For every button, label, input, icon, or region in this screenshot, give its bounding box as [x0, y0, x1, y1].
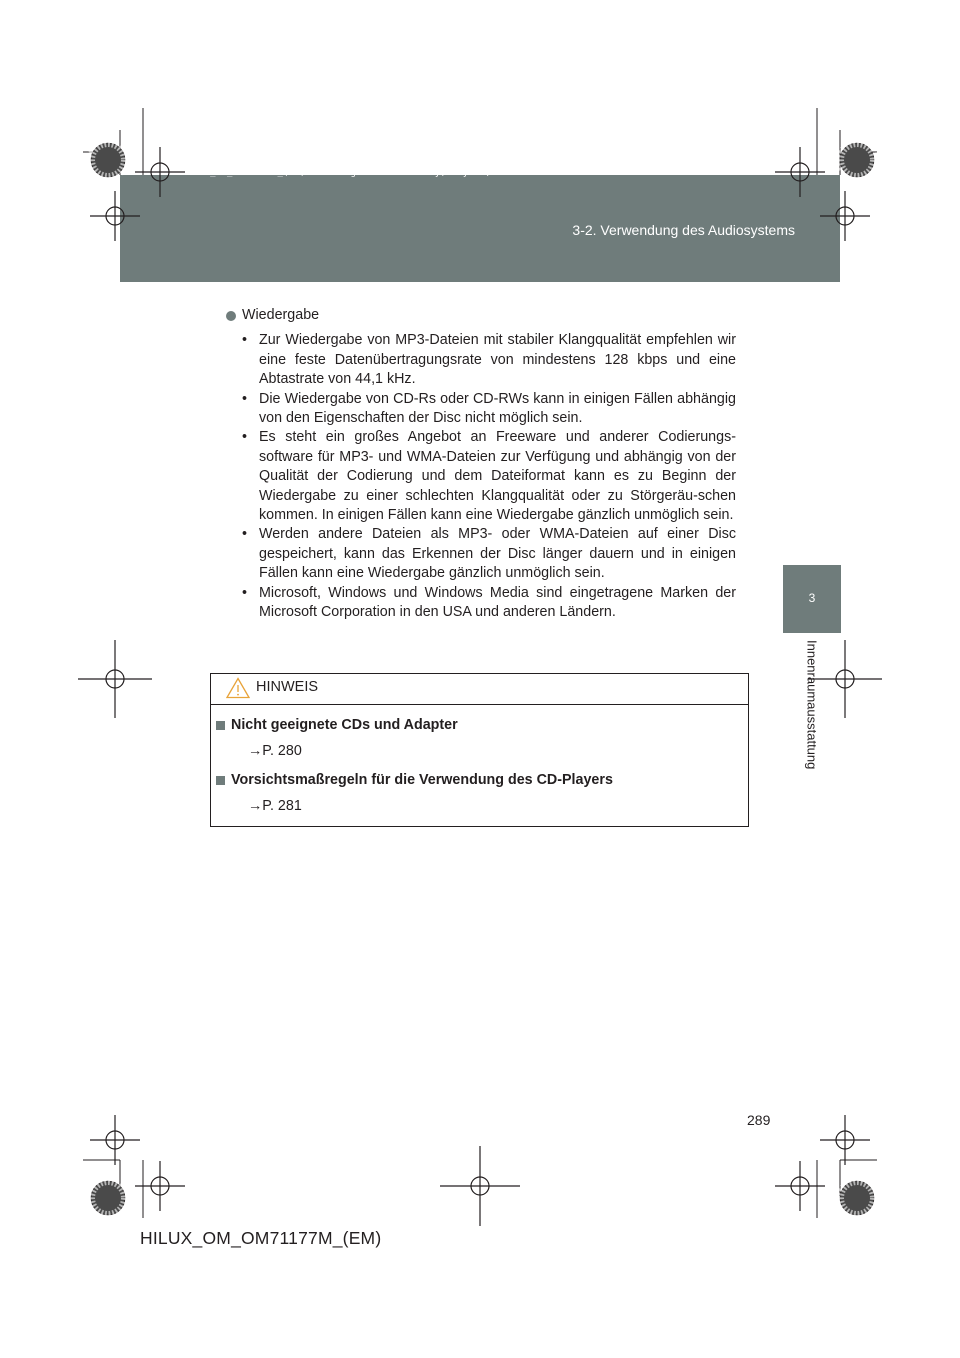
document-code: HILUX_OM_OM71177M_(EM)	[140, 1228, 382, 1248]
notice-title: HINWEIS	[256, 679, 319, 695]
chapter-number: 3	[808, 591, 816, 605]
notice-entry-heading: Nicht geeignete CDs und Adapter	[231, 717, 458, 733]
book-stamp: HILUX_OM_OM71177M_(EM).book Page 289 Wednesday, May 16, 2012 1:28 PM	[182, 168, 565, 178]
chapter-label: Innenraumausstattung	[804, 640, 820, 770]
section-heading-text: Wiedergabe	[242, 307, 320, 323]
registration-target-icon	[820, 1115, 870, 1165]
registration-target-icon	[90, 1115, 140, 1165]
registration-target-icon	[808, 640, 882, 718]
list-item: • Die Wiedergabe von CD-Rs oder CD-RWs kann in einigen Fällen abhängig von den Eigenschaften der Disc nicht möglich sein.	[240, 390, 736, 429]
list-item: • Werden andere Dateien als MP3- oder WMA-Dateien auf einer Disc gespeichert, kann das Erkennen der Disc länger dauern und in einigen Fällen kann eine Wiedergabe gänzlich unmöglich sein.	[240, 525, 736, 583]
registration-target-icon	[440, 1146, 520, 1226]
star-target-icon	[91, 143, 125, 177]
star-target-icon	[840, 143, 874, 177]
list-item: • Zur Wiedergabe von MP3-Dateien mit stabiler Klangqualität empfehlen wir eine feste Datenübertragungsrate von mindestens 128 kbps und eine Abtastrate von 44,1 kHz.	[240, 331, 736, 389]
notice-entry-heading: Vorsichtsmaßregeln für die Verwendung des CD-Players	[231, 772, 613, 788]
page-number: 289	[747, 1112, 771, 1128]
star-target-icon	[840, 1181, 874, 1215]
registration-target-icon	[820, 191, 870, 241]
page-reference[interactable]: →P. 281	[248, 798, 302, 814]
registration-target-icon	[90, 191, 140, 241]
list-item: • Microsoft, Windows und Windows Media sind eingetragene Marken der Microsoft Corporation in den USA und anderen Ländern.	[240, 584, 736, 623]
registration-target-icon	[78, 640, 152, 718]
section-title: 3-2. Verwendung des Audiosystems	[572, 222, 795, 238]
list-item: • Es steht ein großes Angebot an Freeware und anderer Codierungs-software für MP3- und WMA-Dateien zur Verfügung und abhängig von der Qualität der Codierung und dem Dateiformat kann es zu Beginn der Wiedergabe zu einer schlechten Klangqualität oder zu Störgeräu-schen kommen. In einigen Fällen kann eine Wiedergabe gänzlich unmöglich sein.	[240, 428, 736, 525]
page-reference[interactable]: →P. 280	[248, 743, 302, 759]
star-target-icon	[91, 1181, 125, 1215]
